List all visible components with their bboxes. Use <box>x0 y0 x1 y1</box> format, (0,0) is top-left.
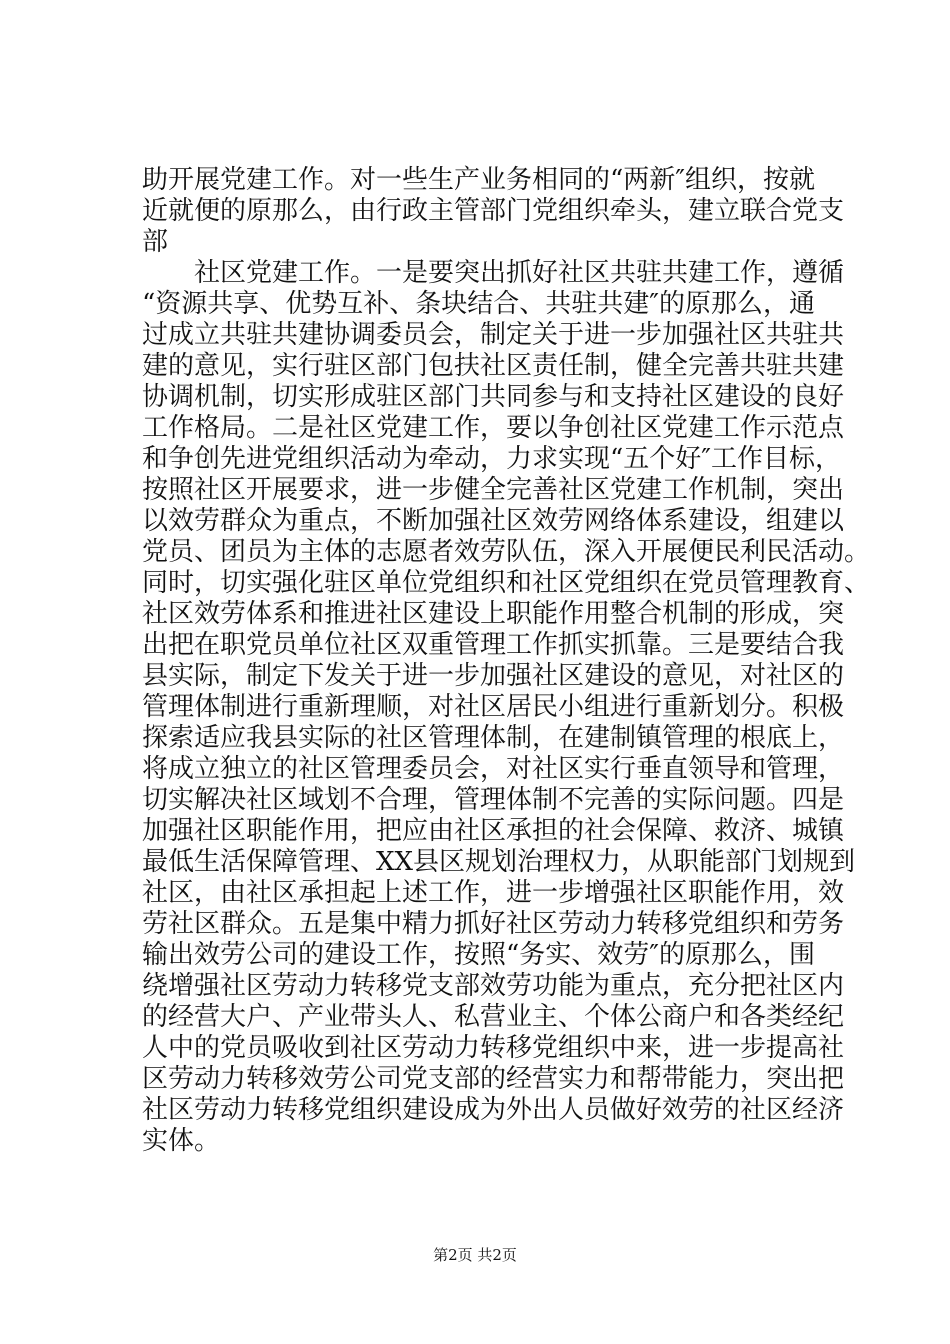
text-line: 过成立共驻共建协调委员会，制定关于进一步加强社区共驻共 <box>142 320 845 350</box>
text-line: 将成立独立的社区管理委员会，对社区实行垂直领导和管理， <box>142 754 845 784</box>
text-line: 工作格局。二是社区党建工作，要以争创社区党建工作示范点 <box>142 413 845 443</box>
text-line: 区劳动力转移效劳公司党支部的经营实力和帮带能力，突出把 <box>142 1064 845 1094</box>
text-line: 绕增强社区劳动力转移党支部效劳功能为重点，充分把社区内 <box>142 971 845 1001</box>
text-line: 近就便的原那么，由行政主管部门党组织牵头，建立联合党支 <box>142 196 845 226</box>
text-line: 协调机制，切实形成驻区部门共同参与和支持社区建设的良好 <box>142 382 845 412</box>
text-line: 社区，由社区承担起上述工作，进一步增强社区职能作用，效 <box>142 878 845 908</box>
page-number-footer: 第2页 共2页 <box>433 1246 517 1264</box>
text-line: 党员、团员为主体的志愿者效劳队伍，深入开展便民利民活动。 <box>142 537 871 567</box>
text-line: 切实解决社区域划不合理，管理体制不完善的实际问题。四是 <box>142 785 845 815</box>
text-line: 出把在职党员单位社区双重管理工作抓实抓靠。三是要结合我 <box>142 630 845 660</box>
body-text <box>142 165 871 1157</box>
text-line: 劳社区群众。五是集中精力抓好社区劳动力转移党组织和劳务 <box>142 909 845 939</box>
text-line: “资源共享、优势互补、条块结合、共驻共建″的原那么，通 <box>142 289 816 319</box>
text-line: 的经营大户、产业带头人、私营业主、个体公商户和各类经纪 <box>142 1002 845 1032</box>
text-line: 社区效劳体系和推进社区建设上职能作用整合机制的形成，突 <box>142 599 845 629</box>
text-line: 县实际，制定下发关于进一步加强社区建设的意见，对社区的 <box>142 661 845 691</box>
text-line: 部 <box>142 227 169 257</box>
text-line: 社区党建工作。一是要突出抓好社区共驻共建工作，遵循 <box>142 258 845 288</box>
text-line: 同时，切实强化驻区单位党组织和社区党组织在党员管理教育、 <box>142 568 871 598</box>
text-line: 人中的党员吸收到社区劳动力转移党组织中来，进一步提高社 <box>142 1033 845 1063</box>
text-line: 按照社区开展要求，进一步健全完善社区党建工作机制，突出 <box>142 475 845 505</box>
text-line: 实体。 <box>142 1126 221 1156</box>
text-line: 以效劳群众为重点，不断加强社区效劳网络体系建设，组建以 <box>142 506 845 536</box>
text-line: 和争创先进党组织活动为牵动，力求实现“五个好″工作目标， <box>142 444 842 474</box>
text-line: 管理体制进行重新理顺，对社区居民小组进行重新划分。积极 <box>142 692 845 722</box>
text-line: 助开展党建工作。对一些生产业务相同的“两新″组织，按就 <box>142 165 816 195</box>
text-line: 探索适应我县实际的社区管理体制，在建制镇管理的根底上， <box>142 723 845 753</box>
text-line: 社区劳动力转移党组织建设成为外出人员做好效劳的社区经济 <box>142 1095 845 1125</box>
text-line: 加强社区职能作用，把应由社区承担的社会保障、救济、城镇 <box>142 816 845 846</box>
text-line: 建的意见，实行驻区部门包扶社区责任制，健全完善共驻共建 <box>142 351 845 381</box>
text-line: 输出效劳公司的建设工作，按照“务实、效劳″的原那么，围 <box>142 940 816 970</box>
text-line: 最低生活保障管理、XX县区规划治理权力，从职能部门划规到 <box>142 847 856 877</box>
